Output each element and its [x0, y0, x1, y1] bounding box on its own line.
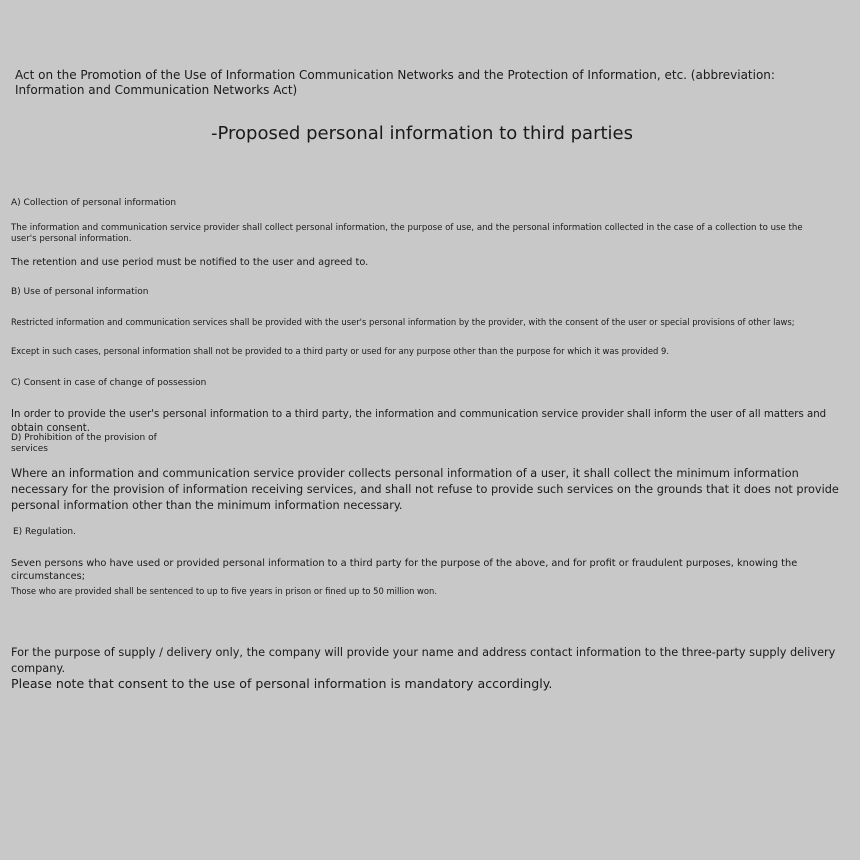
section-b-heading: B) Use of personal information	[11, 287, 149, 297]
section-a-paragraph-2: The retention and use period must be notified to the user and agreed to.	[11, 257, 369, 268]
section-e-paragraph-2: Those who are provided shall be sentenced to up to five years in prison or fined up to 50 million won.	[11, 586, 438, 596]
section-d-heading: D) Prohibition of the provision of services	[11, 433, 157, 454]
section-c-heading: C) Consent in case of change of possession	[11, 378, 207, 388]
section-b-paragraph-1: Restricted information and communication services shall be provided with the user's personal information by the provider, with the consent of the user or special provisions of other laws;	[11, 317, 795, 327]
page-title: -Proposed personal information to third parties	[210, 123, 633, 144]
section-b-paragraph-2: Except in such cases, personal information shall not be provided to a third party or used for any purpose other than the purpose for which it was provided 9.	[11, 346, 669, 356]
footer-paragraph-1: For the purpose of supply / delivery only, the company will provide your name and address contact information to the three-party supply delivery company.	[11, 646, 836, 675]
section-a-heading: A) Collection of personal information	[11, 198, 177, 208]
section-d-paragraph-1: Where an information and communication service provider collects personal information of a user, it shall collect the minimum information necessary for the provision of information receiving services, and shall not refuse to provide such services on the grounds that it does not provide personal information other than the minimum information necessary.	[11, 467, 839, 512]
section-e-paragraph-1: Seven persons who have used or provided personal information to a third party for the purpose of the above, and for profit or fraudulent purposes, knowing the circumstances;	[11, 558, 798, 582]
section-a-paragraph-1: The information and communication service provider shall collect personal information, the purpose of use, and the personal information collected in the case of a collection to use the user's personal information.	[11, 223, 803, 244]
section-c-paragraph-1: In order to provide the user's personal information to a third party, the information and communication service provider shall inform the user of all matters and obtain consent.	[11, 409, 827, 434]
section-e-heading: E) Regulation.	[13, 527, 76, 537]
footer-paragraph-2: Please note that consent to the use of personal information is mandatory accordingly.	[11, 676, 553, 691]
act-title: Act on the Promotion of the Use of Information Communication Networks and the Protection of Information, etc. (abbreviation: Information and Communication Networks Act)	[15, 68, 775, 97]
